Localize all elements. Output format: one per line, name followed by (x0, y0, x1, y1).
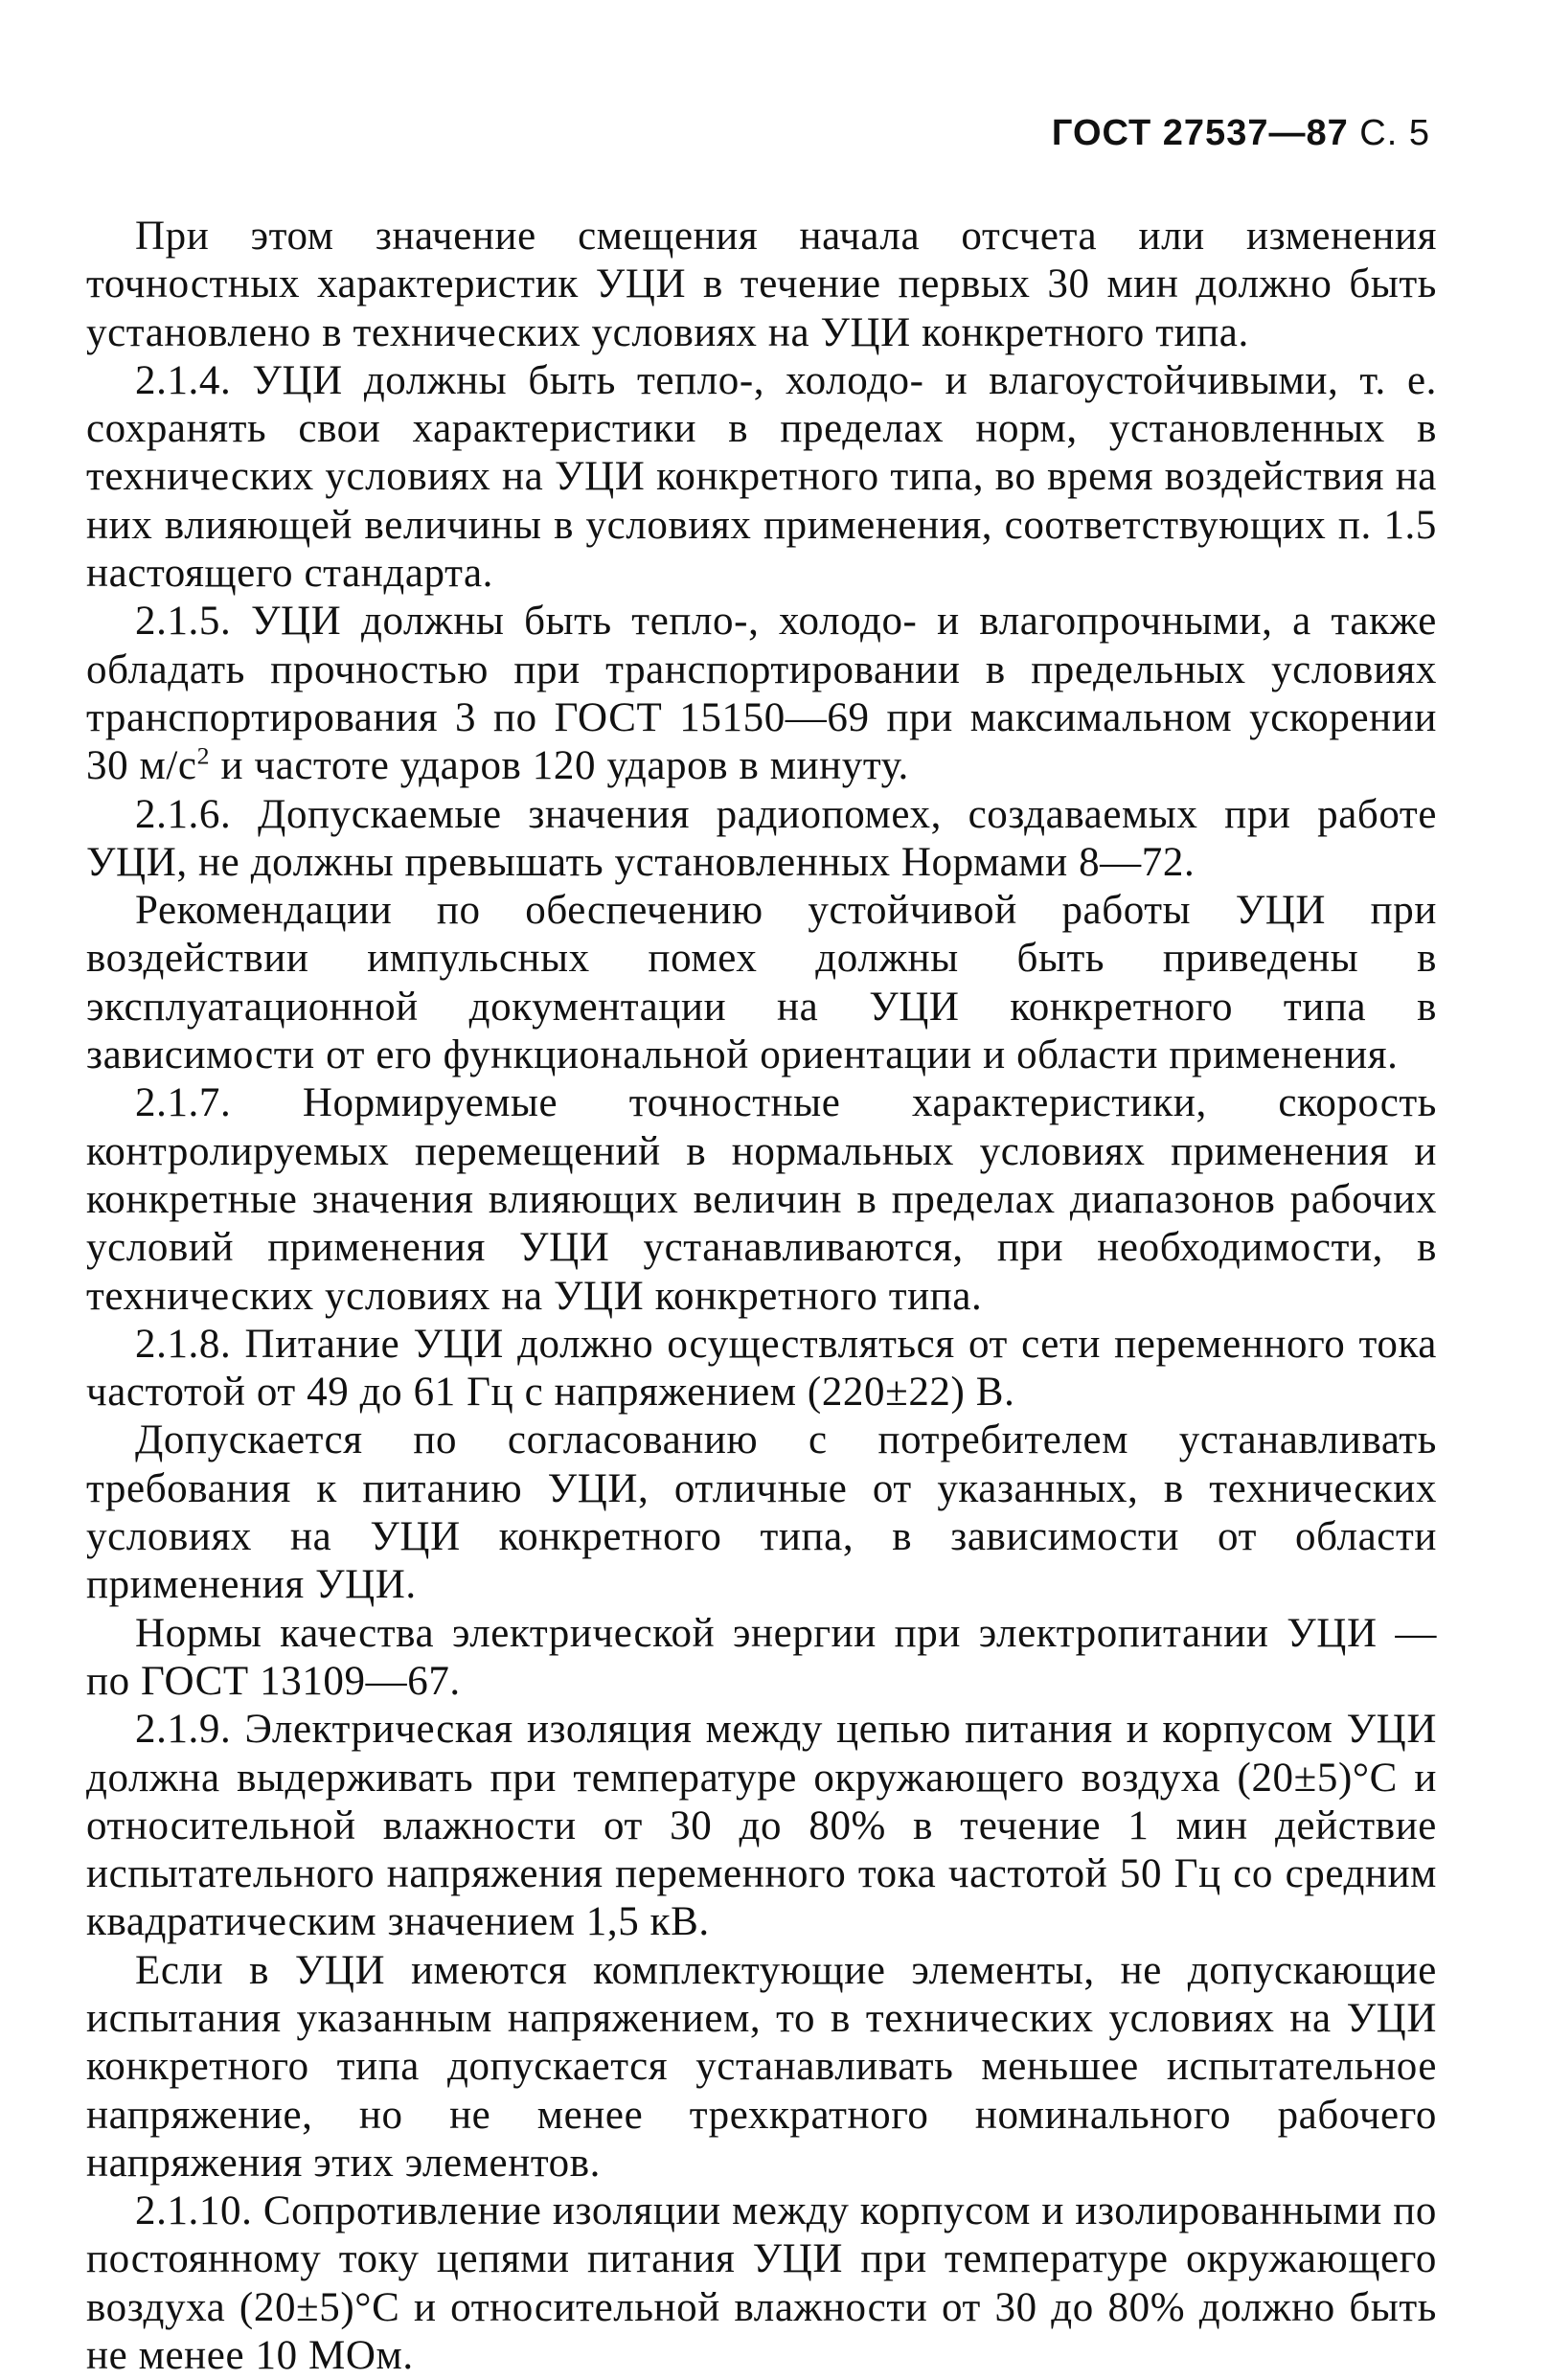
paragraph-2-1-10: 2.1.10. Сопротивление изоляции между корпусом и изолированными по постоянному току цепями питания УЦИ при температуре окружающего воздуха (20±5)°C и относительной влажности от 30 до 80% должно быть не менее 10 МОм. (86, 2188, 1437, 2379)
page-header (1052, 113, 1430, 154)
paragraph: Если в УЦИ имеются комплектующие элементы, не допускающие испытания указанным напряжением, то в технических условиях на УЦИ конкретного типа допускается устанавливать меньшее испытательное напряжение, но не менее трехкратного номинального рабочего напряжения этих элементов. (86, 1947, 1437, 2186)
paragraph-2-1-9: 2.1.9. Электрическая изоляция между цепью питания и корпусом УЦИ должна выдерживать при температуре окружающего воздуха (20±5)°C и относительной влажности от 30 до 80% в течение 1 мин действие испытательного напряжения переменного тока частотой 50 Гц со средним квадратическим значением 1,5 кВ. (86, 1707, 1437, 1945)
paragraph: Допускается по согласованию с потребителем устанавливать требования к питанию УЦИ, отличные от указанных, в технических условиях на УЦИ конкретного типа, в зависимости от области применения УЦИ. (86, 1417, 1437, 1608)
superscript: 2 (196, 741, 211, 770)
paragraph-2-1-4: 2.1.4. УЦИ должны быть тепло-, холодо- и влагоустойчивыми, т. е. сохранять свои характеристики в пределах норм, установленных в технических условиях на УЦИ конкретного типа, во время воздействия на них влияющей величины в условиях применения, соответствующих п. 1.5 настоящего стандарта. (86, 357, 1437, 597)
paragraph-2-1-7: 2.1.7. Нормируемые точностные характеристики, скорость контролируемых перемещений в нормальных условиях применения и конкретные значения влияющих величин в пределах диапазонов рабочих условий применения УЦИ устанавливаются, при необходимости, в технических условиях на УЦИ конкретного типа. (86, 1080, 1437, 1319)
paragraph-2-1-6: 2.1.6. Допускаемые значения радиопомех, создаваемых при работе УЦИ, не должны превышать установленных Нормами 8—72. (86, 791, 1437, 885)
paragraph-text: 2.1.5. УЦИ должны быть тепло-, холодо- и влагопрочными, а также обладать прочностью при транспортировании в предельных условиях транспортирования 3 по ГОСТ 15150—69 при максимальном ускорении 30 м/с (86, 599, 1437, 789)
paragraph-text: и частоте ударов 120 ударов в минуту. (210, 743, 909, 789)
document-body (86, 213, 1437, 2380)
page-number: С. 5 (1359, 113, 1430, 153)
paragraph-2-1-8: 2.1.8. Питание УЦИ должно осуществляться от сети переменного тока частотой от 49 до 61 Гц с напряжением (220±22) В. (86, 1321, 1437, 1416)
paragraph-2-1-5 (86, 598, 1437, 790)
paragraph: Нормы качества электрической энергии при электропитании УЦИ — по ГОСТ 13109—67. (86, 1610, 1437, 1704)
paragraph: Рекомендации по обеспечению устойчивой работы УЦИ при воздействии импульсных помех должны быть приведены в эксплуатационной документации на УЦИ конкретного типа в зависимости от его функциональной ориентации и области применения. (86, 888, 1437, 1078)
document-id: ГОСТ 27537—87 (1051, 113, 1349, 153)
paragraph: При этом значение смещения начала отсчета или изменения точностных характеристик УЦИ в течение первых 30 мин должно быть установлено в технических условиях на УЦИ конкретного типа. (86, 214, 1437, 355)
